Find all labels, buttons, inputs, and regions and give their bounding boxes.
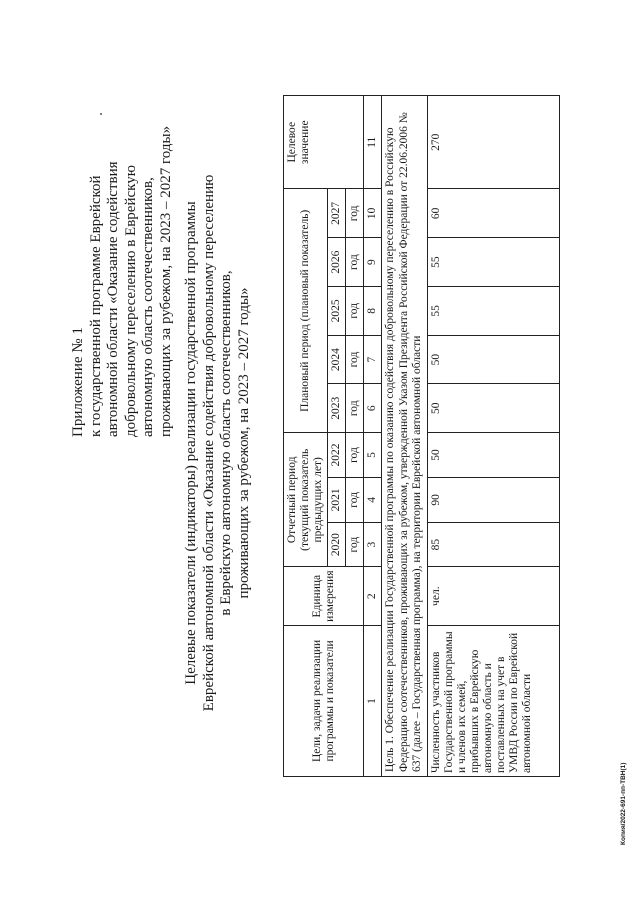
col-number: 5 xyxy=(364,433,382,478)
footer-copy-label: Копия/2022-691-пп-ТВН(1) xyxy=(620,762,627,845)
indicator-unit: чел. xyxy=(427,567,559,625)
col-number: 10 xyxy=(364,189,382,238)
value-2027: 60 xyxy=(427,189,559,238)
year-unit: год xyxy=(346,286,364,335)
indicator-row xyxy=(427,96,559,777)
header-target: Целевое значение xyxy=(284,96,364,189)
value-2022: 50 xyxy=(427,433,559,478)
year-2023: 2023 xyxy=(328,384,346,433)
year-2021: 2021 xyxy=(328,477,346,522)
column-numbers-row xyxy=(364,96,382,777)
document-title xyxy=(183,143,253,743)
indicators-table xyxy=(283,95,560,777)
col-number: 3 xyxy=(364,522,382,567)
year-2027: 2027 xyxy=(328,189,346,238)
year-unit: год xyxy=(346,477,364,522)
year-2026: 2026 xyxy=(328,238,346,287)
header-row-1 xyxy=(284,96,328,777)
header-reporting-period: Отчетный период (текущий показатель предыдущих лет) xyxy=(284,433,328,567)
year-2020: 2020 xyxy=(328,522,346,567)
header-unit: Единица измерения xyxy=(284,567,364,625)
col-number: 1 xyxy=(364,625,382,776)
col-number: 2 xyxy=(364,567,382,625)
year-2025: 2025 xyxy=(328,286,346,335)
value-2024: 50 xyxy=(427,335,559,384)
year-unit: год xyxy=(346,238,364,287)
value-2023: 50 xyxy=(427,384,559,433)
year-unit: год xyxy=(346,522,364,567)
goal-row xyxy=(382,96,428,777)
title-line-2: Еврейской автономной области «Оказание содействия добровольному переселению xyxy=(200,174,217,712)
title-line-3: в Еврейскую автономную область соотечественников, xyxy=(218,270,234,616)
indicator-name: Численность участников Государственной программы и членов их семей, прибывших в Еврейскую автономную область и поставленных на учет в УМВД России по Еврейской автономной области xyxy=(427,625,559,776)
year-unit: год xyxy=(346,384,364,433)
year-2024: 2024 xyxy=(328,335,346,384)
col-number: 4 xyxy=(364,477,382,522)
col-number: 9 xyxy=(364,238,382,287)
value-2020: 85 xyxy=(427,522,559,567)
appendix-line-2: к государственной программе Еврейской xyxy=(87,175,104,437)
title-line-4: проживающих за рубежом, на 2023 – 2027 годы» xyxy=(235,287,252,599)
col-number: 7 xyxy=(364,335,382,384)
appendix-line-4: добровольному переселению в Еврейскую xyxy=(122,165,139,437)
header-planned-period: Плановый период (плановый показатель) xyxy=(284,189,328,433)
col-number: 11 xyxy=(364,96,382,189)
col-number: 8 xyxy=(364,286,382,335)
appendix-line-1: Приложение № 1 xyxy=(70,327,86,437)
col-number: 6 xyxy=(364,384,382,433)
value-2021: 90 xyxy=(427,477,559,522)
title-line-1: Целевые показатели (индикаторы) реализации государственной программы xyxy=(183,201,199,685)
header-goals: Цели, задачи реализации программы и показатели xyxy=(284,625,364,776)
value-target: 270 xyxy=(427,96,559,189)
value-2026: 55 xyxy=(427,238,559,287)
goal-1-text: Цель 1. Обеспечение реализации Государственной программы по оказанию содействия добровольному переселению в Российскую Федерацию соотечественников, проживающих за рубежом, утвержденной Указом Президента Российской Федерации от 22.06.2006 № 637 (далее – Государственная программа), на территории Еврейской автономной области xyxy=(382,96,428,777)
appendix-line-3: автономной области «Оказание содействия xyxy=(105,161,121,437)
appendix-line-5: автономную область соотечественников, xyxy=(140,177,156,437)
year-2022: 2022 xyxy=(328,433,346,478)
year-unit: год xyxy=(346,433,364,478)
year-unit: год xyxy=(346,189,364,238)
appendix-block xyxy=(70,107,175,437)
year-unit: год xyxy=(346,335,364,384)
value-2025: 55 xyxy=(427,286,559,335)
appendix-line-6: проживающих за рубежом, на 2023 – 2027 годы» xyxy=(157,125,174,437)
